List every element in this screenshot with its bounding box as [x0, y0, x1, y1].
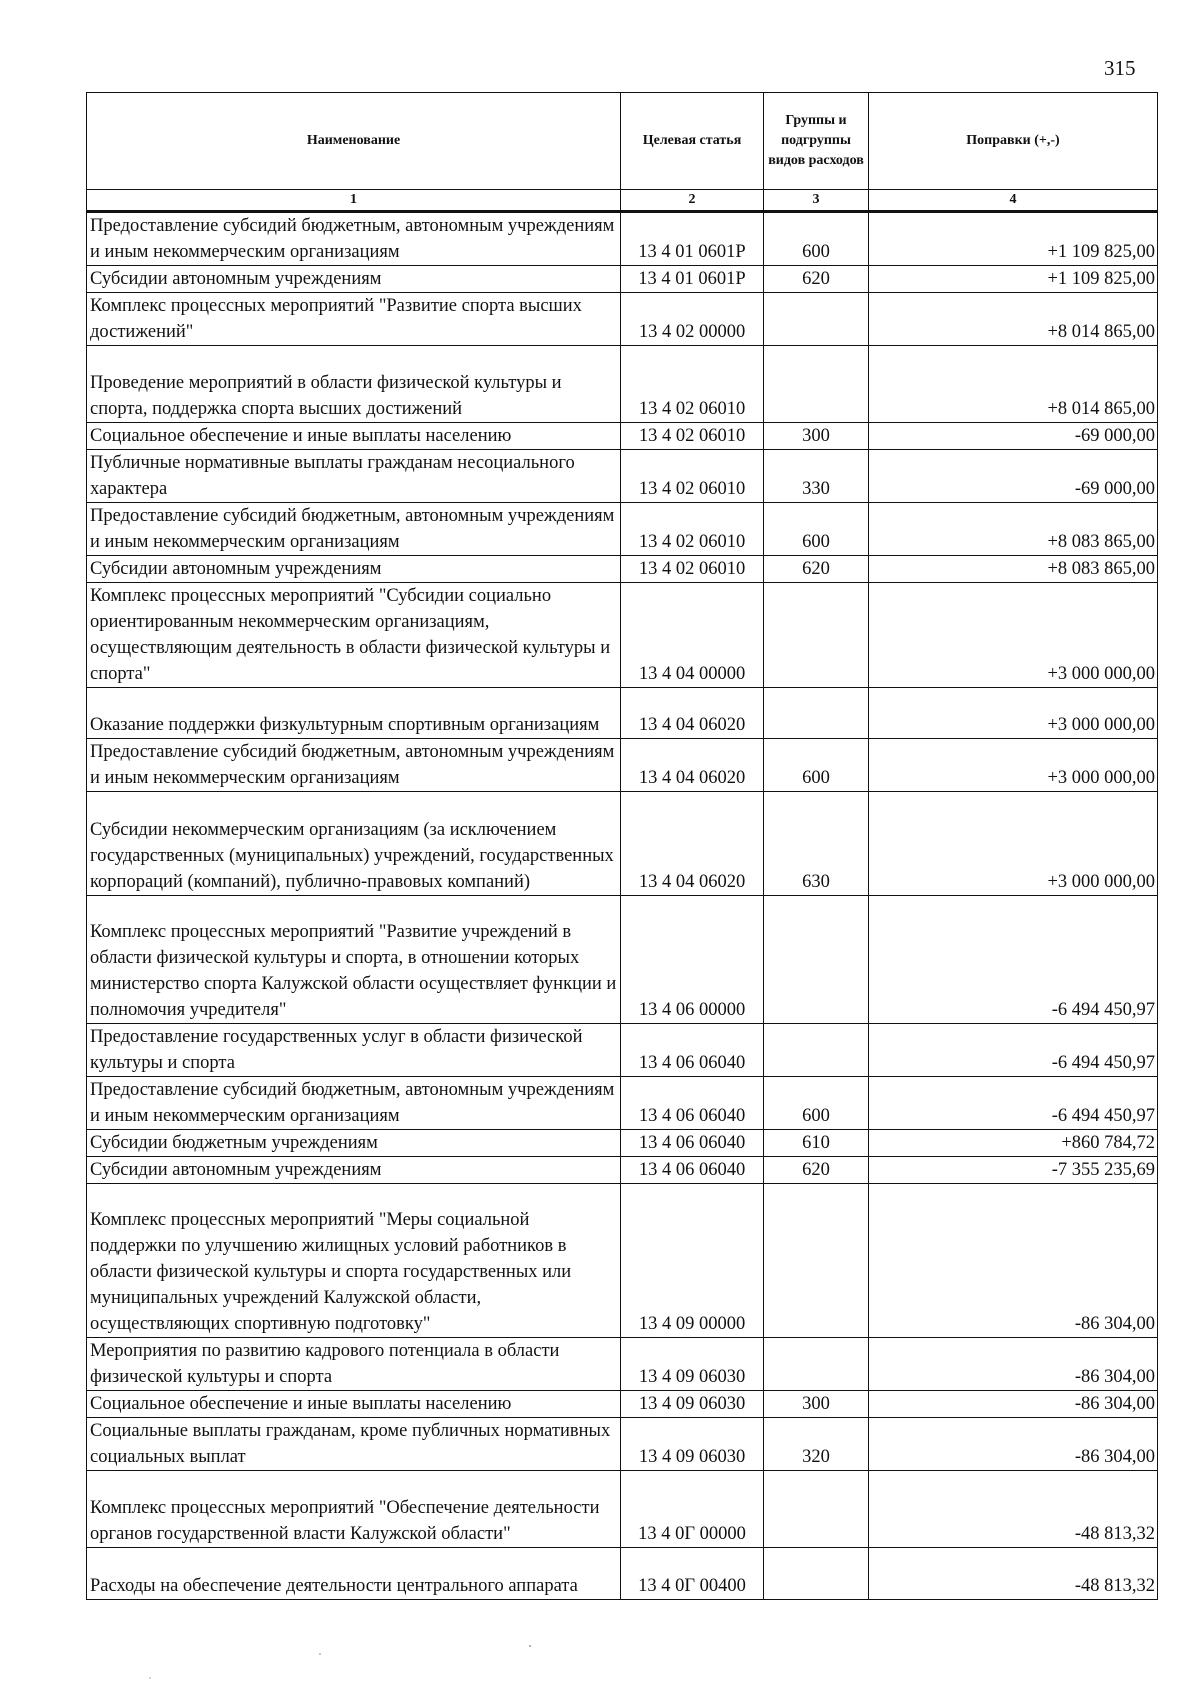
row-amount-cell: -86 304,00	[869, 1338, 1158, 1391]
row-expense-group-cell: 620	[764, 556, 869, 583]
row-amount-cell: +3 000 000,00	[869, 688, 1158, 739]
row-amount-cell: -48 813,32	[869, 1471, 1158, 1548]
row-expense-group-cell	[764, 1184, 869, 1338]
row-expense-group-cell	[764, 1471, 869, 1548]
row-target-article-cell: 13 4 06 00000	[621, 896, 764, 1024]
row-target-article-cell: 13 4 09 06030	[621, 1418, 764, 1471]
row-name-cell: Субсидии автономным учреждениям	[87, 556, 621, 583]
table-header-row	[87, 93, 1158, 190]
row-target-article-cell: 13 4 06 06040	[621, 1077, 764, 1130]
row-expense-group-cell: 600	[764, 212, 869, 266]
table-row	[87, 423, 1158, 450]
row-name-cell: Комплекс процессных мероприятий "Развитие учреждений в области физической культуры и спорта, в отношении которых министерство спорта Калужской области осуществляет функции и полномочия учредителя"	[87, 896, 621, 1024]
table-row	[87, 450, 1158, 503]
row-amount-cell: -7 355 235,69	[869, 1157, 1158, 1184]
row-amount-cell: +8 083 865,00	[869, 503, 1158, 556]
row-target-article-cell: 13 4 02 06010	[621, 503, 764, 556]
table-row	[87, 266, 1158, 293]
row-amount-cell: -6 494 450,97	[869, 1077, 1158, 1130]
row-name-cell: Проведение мероприятий в области физической культуры и спорта, поддержка спорта высших достижений	[87, 346, 621, 423]
row-amount-cell: +860 784,72	[869, 1130, 1158, 1157]
row-name-cell: Мероприятия по развитию кадрового потенциала в области физической культуры и спорта	[87, 1338, 621, 1391]
table-row	[87, 1157, 1158, 1184]
table-row	[87, 1391, 1158, 1418]
table-row	[87, 556, 1158, 583]
row-name-cell: Субсидии автономным учреждениям	[87, 266, 621, 293]
table-row	[87, 212, 1158, 266]
row-expense-group-cell: 300	[764, 423, 869, 450]
row-amount-cell: -6 494 450,97	[869, 1024, 1158, 1077]
table-row	[87, 792, 1158, 896]
row-amount-cell: -86 304,00	[869, 1184, 1158, 1338]
row-name-cell: Субсидии автономным учреждениям	[87, 1157, 621, 1184]
table-row	[87, 1184, 1158, 1338]
table-row	[87, 583, 1158, 688]
row-target-article-cell: 13 4 02 06010	[621, 556, 764, 583]
scan-specks	[0, 1640, 1200, 1680]
row-expense-group-cell	[764, 346, 869, 423]
column-number-row	[87, 190, 1158, 212]
row-target-article-cell: 13 4 02 00000	[621, 293, 764, 346]
row-expense-group-cell	[764, 1338, 869, 1391]
row-expense-group-cell: 600	[764, 739, 869, 792]
row-amount-cell: -69 000,00	[869, 423, 1158, 450]
row-amount-cell: +3 000 000,00	[869, 739, 1158, 792]
table-row	[87, 293, 1158, 346]
row-target-article-cell: 13 4 06 06040	[621, 1157, 764, 1184]
row-target-article-cell: 13 4 01 0601P	[621, 212, 764, 266]
row-name-cell: Предоставление субсидий бюджетным, автономным учреждениям и иным некоммерческим организациям	[87, 1077, 621, 1130]
row-expense-group-cell: 330	[764, 450, 869, 503]
row-target-article-cell: 13 4 06 06040	[621, 1130, 764, 1157]
row-expense-group-cell: 620	[764, 266, 869, 293]
row-amount-cell: +8 083 865,00	[869, 556, 1158, 583]
row-amount-cell: -86 304,00	[869, 1418, 1158, 1471]
row-expense-group-cell	[764, 1024, 869, 1077]
row-name-cell: Предоставление государственных услуг в области физической культуры и спорта	[87, 1024, 621, 1077]
row-expense-group-cell	[764, 688, 869, 739]
row-name-cell: Предоставление субсидий бюджетным, автономным учреждениям и иным некоммерческим организациям	[87, 739, 621, 792]
column-number: 2	[621, 190, 764, 212]
row-target-article-cell: 13 4 01 0601P	[621, 266, 764, 293]
row-expense-group-cell: 320	[764, 1418, 869, 1471]
row-name-cell: Предоставление субсидий бюджетным, автономным учреждениям и иным некоммерческим организациям	[87, 212, 621, 266]
row-name-cell: Расходы на обеспечение деятельности центрального аппарата	[87, 1548, 621, 1600]
table-row	[87, 896, 1158, 1024]
row-target-article-cell: 13 4 02 06010	[621, 423, 764, 450]
row-name-cell: Социальное обеспечение и иные выплаты населению	[87, 423, 621, 450]
row-amount-cell: -6 494 450,97	[869, 896, 1158, 1024]
row-amount-cell: -86 304,00	[869, 1391, 1158, 1418]
row-expense-group-cell	[764, 896, 869, 1024]
row-amount-cell: +3 000 000,00	[869, 583, 1158, 688]
row-amount-cell: -48 813,32	[869, 1548, 1158, 1600]
column-header-name: Наименование	[87, 93, 621, 190]
row-expense-group-cell	[764, 1548, 869, 1600]
row-amount-cell: -69 000,00	[869, 450, 1158, 503]
row-name-cell: Субсидии бюджетным учреждениям	[87, 1130, 621, 1157]
row-target-article-cell: 13 4 0Г 00000	[621, 1471, 764, 1548]
table-row	[87, 1077, 1158, 1130]
row-target-article-cell: 13 4 04 00000	[621, 583, 764, 688]
row-amount-cell: +1 109 825,00	[869, 266, 1158, 293]
table-row	[87, 503, 1158, 556]
row-target-article-cell: 13 4 04 06020	[621, 792, 764, 896]
column-header-target-article: Целевая статья	[621, 93, 764, 190]
row-expense-group-cell: 610	[764, 1130, 869, 1157]
column-header-amendments: Поправки (+,-)	[869, 93, 1158, 190]
table-row	[87, 1130, 1158, 1157]
column-header-expense-groups: Группы и подгруппы видов расходов	[764, 93, 869, 190]
column-number: 3	[764, 190, 869, 212]
row-name-cell: Субсидии некоммерческим организациям (за исключением государственных (муниципальных) учреждений, государственных корпораций (компаний), публично-правовых компаний)	[87, 792, 621, 896]
budget-amendments-table	[86, 92, 1158, 1600]
row-name-cell: Комплекс процессных мероприятий "Субсидии социально ориентированным некоммерческим организациям, осуществляющим деятельность в области физической культуры и спорта"	[87, 583, 621, 688]
table-row	[87, 1548, 1158, 1600]
table-row	[87, 688, 1158, 739]
table-row	[87, 1024, 1158, 1077]
column-number: 4	[869, 190, 1158, 212]
row-name-cell: Социальное обеспечение и иные выплаты населению	[87, 1391, 621, 1418]
row-expense-group-cell	[764, 583, 869, 688]
row-target-article-cell: 13 4 02 06010	[621, 450, 764, 503]
column-number: 1	[87, 190, 621, 212]
table-body	[87, 212, 1158, 1600]
table-row	[87, 1338, 1158, 1391]
row-target-article-cell: 13 4 09 00000	[621, 1184, 764, 1338]
row-name-cell: Публичные нормативные выплаты гражданам несоциального характера	[87, 450, 621, 503]
row-amount-cell: +3 000 000,00	[869, 792, 1158, 896]
row-target-article-cell: 13 4 09 06030	[621, 1391, 764, 1418]
row-name-cell: Комплекс процессных мероприятий "Развитие спорта высших достижений"	[87, 293, 621, 346]
row-expense-group-cell: 620	[764, 1157, 869, 1184]
row-target-article-cell: 13 4 02 06010	[621, 346, 764, 423]
row-expense-group-cell: 600	[764, 1077, 869, 1130]
table-row	[87, 346, 1158, 423]
table-row	[87, 739, 1158, 792]
row-name-cell: Социальные выплаты гражданам, кроме публичных нормативных социальных выплат	[87, 1418, 621, 1471]
row-target-article-cell: 13 4 0Г 00400	[621, 1548, 764, 1600]
row-amount-cell: +8 014 865,00	[869, 293, 1158, 346]
table-row	[87, 1418, 1158, 1471]
row-name-cell: Предоставление субсидий бюджетным, автономным учреждениям и иным некоммерческим организациям	[87, 503, 621, 556]
page-number: 315	[1104, 56, 1136, 80]
row-name-cell: Комплекс процессных мероприятий "Меры социальной поддержки по улучшению жилищных условий работников в области физической культуры и спорта государственных или муниципальных учреждений Калужской области, осуществляющих спортивную подготовку"	[87, 1184, 621, 1338]
row-name-cell: Комплекс процессных мероприятий "Обеспечение деятельности органов государственной власти Калужской области"	[87, 1471, 621, 1548]
row-name-cell: Оказание поддержки физкультурным спортивным организациям	[87, 688, 621, 739]
row-target-article-cell: 13 4 04 06020	[621, 688, 764, 739]
table-row	[87, 1471, 1158, 1548]
row-expense-group-cell: 300	[764, 1391, 869, 1418]
row-target-article-cell: 13 4 04 06020	[621, 739, 764, 792]
row-amount-cell: +8 014 865,00	[869, 346, 1158, 423]
row-expense-group-cell: 630	[764, 792, 869, 896]
row-expense-group-cell	[764, 293, 869, 346]
row-target-article-cell: 13 4 09 06030	[621, 1338, 764, 1391]
row-target-article-cell: 13 4 06 06040	[621, 1024, 764, 1077]
row-expense-group-cell: 600	[764, 503, 869, 556]
row-amount-cell: +1 109 825,00	[869, 212, 1158, 266]
